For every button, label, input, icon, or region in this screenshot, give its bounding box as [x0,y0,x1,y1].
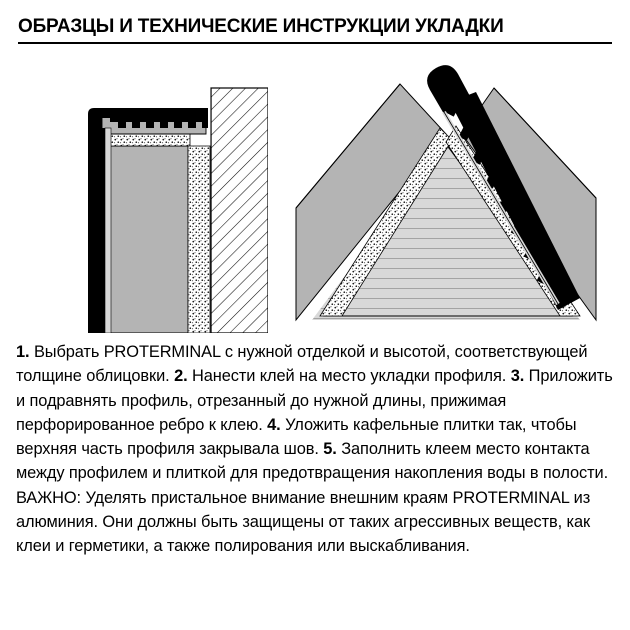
step-1-text: Выбрать PROTERMINAL с нужной отделкой и высотой, соответствующей толщине облицовки. [16,343,588,386]
instructions-text [16,340,616,559]
step-2-number: 2. [174,367,188,386]
step-4-number: 4. [267,415,281,434]
important-note: ВАЖНО: Уделять пристальное внимание внешним краям PROTERMINAL из алюминия. Они должны быть защищены от таких агрессивных веществ, как клеи и герметики, а также полирования или выскабливания. [16,488,591,556]
step-5-text: Заполнить клеем место контакта между профилем и плиткой для предотвращения накопления воды в полости. [16,440,609,483]
step-2-text: Нанести клей на место укладки профиля. [192,367,507,386]
step-3-number: 3. [510,367,525,386]
figure-right-corner-diagonal [280,48,612,333]
page-title: ОБРАЗЦЫ И ТЕХНИЧЕСКИЕ ИНСТРУКЦИИ УКЛАДКИ [18,16,504,37]
step-4-text: Уложить кафельные плитки так, чтобы верхняя часть профиля закрывала шов. [16,415,577,459]
figure-row [18,48,612,333]
step-1-number: 1. [16,343,30,361]
step-5-number: 5. [323,440,337,459]
title-divider [18,42,612,44]
figure-left-corner-vertical [18,48,268,333]
step-3-text: Приложить и подравнять профиль, отрезанный до нужной длины, прижимая перфорированное ребро к клею. [16,367,613,434]
